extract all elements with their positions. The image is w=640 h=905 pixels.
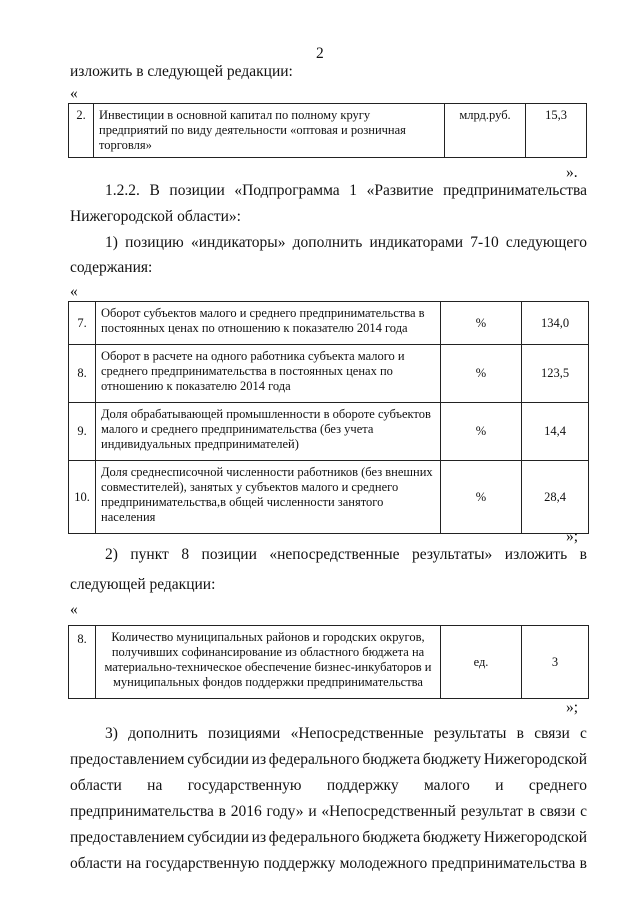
row-number: 8. (69, 345, 96, 403)
row-unit: % (441, 461, 522, 534)
table-row (69, 403, 589, 461)
row-number: 2. (69, 104, 94, 158)
row-unit: ед. (441, 626, 522, 699)
row-value: 15,3 (526, 104, 587, 158)
table-row (69, 461, 589, 534)
row-description: Инвестиции в основной капитал по полному кругу предприятий по виду деятельности «оптовая и розничная торговля» (94, 104, 445, 158)
page-number: 2 (316, 45, 324, 62)
table-direct-results (68, 625, 589, 699)
row-value: 123,5 (522, 345, 589, 403)
row-value: 3 (522, 626, 589, 699)
paragraph-3-line6: области на государственную поддержку молодежного предпринимательства в (70, 855, 587, 872)
table-row (69, 104, 587, 158)
table-row (69, 626, 589, 699)
paragraph-1-line1: 1) позицию «индикаторы» дополнить индикаторами 7-10 следующего (105, 234, 587, 251)
row-description: Оборот в расчете на одного работника субъекта малого и среднего предпринимательства в постоянных ценах по отношению к показателю 2014 года (96, 345, 441, 403)
row-number: 8. (69, 626, 96, 699)
paragraph-3-line4: предпринимательства в 2016 году» и «Непосредственный результат в связи с (70, 803, 587, 820)
row-number: 9. (69, 403, 96, 461)
row-description: Доля среднесписочной численности работников (без внешних совместителей), занятых у субъектов малого и среднего предпринимательства,в общей численности занятого населения (96, 461, 441, 534)
row-number: 7. (69, 302, 96, 345)
row-unit: % (441, 302, 522, 345)
table-row (69, 302, 589, 345)
paragraph-3-line3: области на государственную поддержку малого и среднего (70, 777, 587, 794)
row-number: 10. (69, 461, 96, 534)
table-indicators (68, 301, 589, 534)
paragraph-3-line5: предоставлением субсидии из федерального бюджета бюджету Нижегородской (70, 829, 587, 846)
paragraph-3-line1: 3) дополнить позициями «Непосредственные результаты в связи с (105, 725, 587, 742)
close-quote-2: »; (566, 528, 579, 545)
intro-line: изложить в следующей редакции: (70, 63, 293, 80)
row-value: 14,4 (522, 403, 589, 461)
row-value: 28,4 (522, 461, 589, 534)
paragraph-2-line1: 2) пункт 8 позиции «непосредственные результаты» изложить в (105, 546, 587, 563)
row-description: Оборот субъектов малого и среднего предпринимательства в постоянных ценах по отношению к показателю 2014 года (96, 302, 441, 345)
paragraph-122-line1: 1.2.2. В позиции «Подпрограмма 1 «Развитие предпринимательства (105, 182, 587, 199)
paragraph-2-line2: следующей редакции: (70, 576, 216, 593)
close-quote-1: ». (566, 164, 578, 181)
paragraph-1-line2: содержания: (70, 259, 153, 276)
paragraph-3-line2: предоставлением субсидии из федерального бюджета бюджету Нижегородской (70, 751, 587, 768)
table-row (69, 345, 589, 403)
close-quote-3: »; (566, 699, 579, 716)
paragraph-122-line2: Нижегородской области»: (70, 208, 241, 225)
open-quote-2: « (70, 283, 78, 300)
row-value: 134,0 (522, 302, 589, 345)
open-quote-3: « (70, 601, 78, 618)
table-investments (68, 103, 587, 158)
row-unit: % (441, 345, 522, 403)
row-description: Доля обрабатывающей промышленности в обороте субъектов малого и среднего предпринимательства (без учета индивидуальных предпринимателей) (96, 403, 441, 461)
row-unit: % (441, 403, 522, 461)
row-description: Количество муниципальных районов и городских округов, получивших софинансирование из областного бюджета на материально-техническое обеспечение бизнес-инкубаторов и муниципальных фондов поддержки предпринимательства (96, 626, 441, 699)
open-quote: « (70, 85, 78, 102)
row-unit: млрд.руб. (445, 104, 526, 158)
